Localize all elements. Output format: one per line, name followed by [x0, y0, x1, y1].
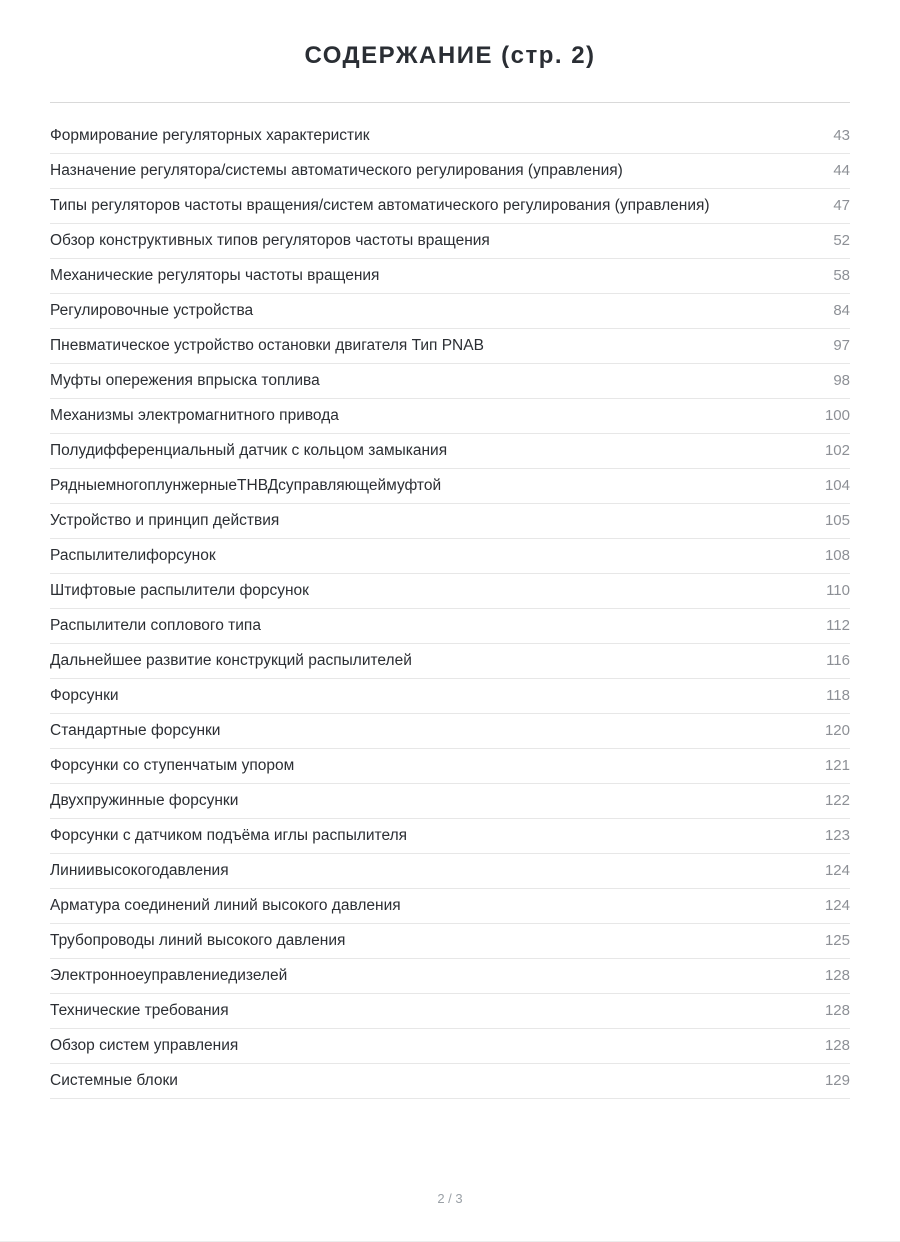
- toc-entry-page: 124: [824, 862, 850, 879]
- toc-row: [50, 329, 850, 364]
- page-title: СОДЕРЖАНИЕ (стр. 2): [304, 42, 596, 69]
- toc-entry-label: Обзор конструктивных типов регуляторов частоты вращения: [50, 232, 490, 249]
- toc-row: [50, 1029, 850, 1064]
- toc-row: [50, 714, 850, 749]
- toc-entry-page: 123: [824, 827, 850, 844]
- toc-entry-label: Стандартные форсунки: [50, 722, 221, 739]
- toc-entry-label: Арматура соединений линий высокого давления: [50, 897, 401, 914]
- toc-entry-page: 118: [826, 687, 850, 704]
- toc-entry-label: Линиивысокогодавления: [50, 862, 229, 879]
- toc-entry-label: Распылители соплового типа: [50, 617, 261, 634]
- toc-entry-page: 128: [824, 967, 850, 984]
- toc-row: [50, 469, 850, 504]
- toc-row: [50, 609, 850, 644]
- toc-entry-label: Системные блоки: [50, 1072, 178, 1089]
- toc-entry-page: 58: [833, 267, 850, 284]
- toc-entry-label: Электронноеуправлениедизелей: [50, 967, 288, 984]
- toc-list: [50, 119, 850, 1099]
- toc-entry-label: Обзор систем управления: [50, 1037, 239, 1054]
- toc-row: [50, 574, 850, 609]
- toc-entry-label: Двухпружинные форсунки: [50, 792, 239, 809]
- toc-entry-page: 128: [824, 1002, 850, 1019]
- toc-entry-page: 116: [826, 652, 850, 669]
- toc-entry-page: 124: [824, 897, 850, 914]
- toc-entry-page: 122: [824, 792, 850, 809]
- toc-entry-label: Трубопроводы линий высокого давления: [50, 932, 346, 949]
- toc-entry-label: Полудифференциальный датчик с кольцом замыкания: [50, 442, 448, 459]
- document-page: [0, 42, 900, 1099]
- toc-row: [50, 1064, 850, 1099]
- toc-row: [50, 119, 850, 154]
- toc-entry-page: 43: [833, 127, 850, 144]
- toc-entry-label: Регулировочные устройства: [50, 302, 254, 319]
- toc-entry-label: Форсунки с датчиком подъёма иглы распылителя: [50, 827, 408, 844]
- toc-entry-label: Механические регуляторы частоты вращения: [50, 267, 380, 284]
- toc-row: [50, 679, 850, 714]
- toc-entry-page: 120: [824, 722, 850, 739]
- toc-row: [50, 224, 850, 259]
- toc-entry-label: Форсунки со ступенчатым упором: [50, 757, 295, 774]
- toc-row: [50, 154, 850, 189]
- toc-row: [50, 994, 850, 1029]
- toc-entry-label: Технические требования: [50, 1002, 229, 1019]
- toc-entry-label: Штифтовые распылители форсунок: [50, 582, 309, 599]
- toc-row: [50, 539, 850, 574]
- toc-entry-label: Муфты опережения впрыска топлива: [50, 372, 320, 389]
- toc-entry-label: Формирование регуляторных характеристик: [50, 127, 370, 144]
- toc-entry-label: Устройство и принцип действия: [50, 512, 280, 529]
- toc-row: [50, 259, 850, 294]
- toc-row: [50, 854, 850, 889]
- toc-row: [50, 434, 850, 469]
- toc-entry-page: 102: [824, 442, 850, 459]
- toc-row: [50, 644, 850, 679]
- toc-entry-page: 128: [824, 1037, 850, 1054]
- toc-row: [50, 504, 850, 539]
- toc-row: [50, 294, 850, 329]
- toc-entry-page: 98: [833, 372, 850, 389]
- page-number-footer: 2 / 3: [437, 1191, 463, 1206]
- toc-entry-label: Типы регуляторов частоты вращения/систем автоматического регулирования (управления): [50, 197, 710, 214]
- toc-row: [50, 889, 850, 924]
- toc-row: [50, 784, 850, 819]
- toc-entry-page: 84: [833, 302, 850, 319]
- toc-row: [50, 189, 850, 224]
- toc-entry-label: Распылителифорсунок: [50, 547, 216, 564]
- toc-entry-label: Форсунки: [50, 687, 119, 704]
- toc-entry-label: РядныемногоплунжерныеТНВДсуправляющеймуфтой: [50, 477, 442, 494]
- toc-entry-page: 44: [833, 162, 850, 179]
- toc-entry-page: 105: [824, 512, 850, 529]
- toc-row: [50, 364, 850, 399]
- toc-entry-page: 129: [824, 1072, 850, 1089]
- toc-entry-label: Назначение регулятора/системы автоматического регулирования (управления): [50, 162, 623, 179]
- toc-entry-page: 108: [824, 547, 850, 564]
- toc-entry-page: 52: [833, 232, 850, 249]
- toc-entry-label: Пневматическое устройство остановки двигателя Тип PNAB: [50, 337, 484, 354]
- toc-entry-page: 47: [833, 197, 850, 214]
- toc-entry-label: Механизмы электромагнитного привода: [50, 407, 339, 424]
- toc-entry-page: 125: [824, 932, 850, 949]
- toc-entry-page: 104: [824, 477, 850, 494]
- toc-entry-label: Дальнейшее развитие конструкций распылителей: [50, 652, 412, 669]
- toc-entry-page: 121: [824, 757, 850, 774]
- toc-row: [50, 924, 850, 959]
- toc-row: [50, 819, 850, 854]
- toc-entry-page: 110: [826, 582, 850, 599]
- toc-row: [50, 749, 850, 784]
- toc-entry-page: 97: [833, 337, 850, 354]
- title-divider: [50, 102, 850, 103]
- toc-row: [50, 399, 850, 434]
- toc-entry-page: 112: [826, 617, 850, 634]
- toc-entry-page: 100: [824, 407, 850, 424]
- toc-row: [50, 959, 850, 994]
